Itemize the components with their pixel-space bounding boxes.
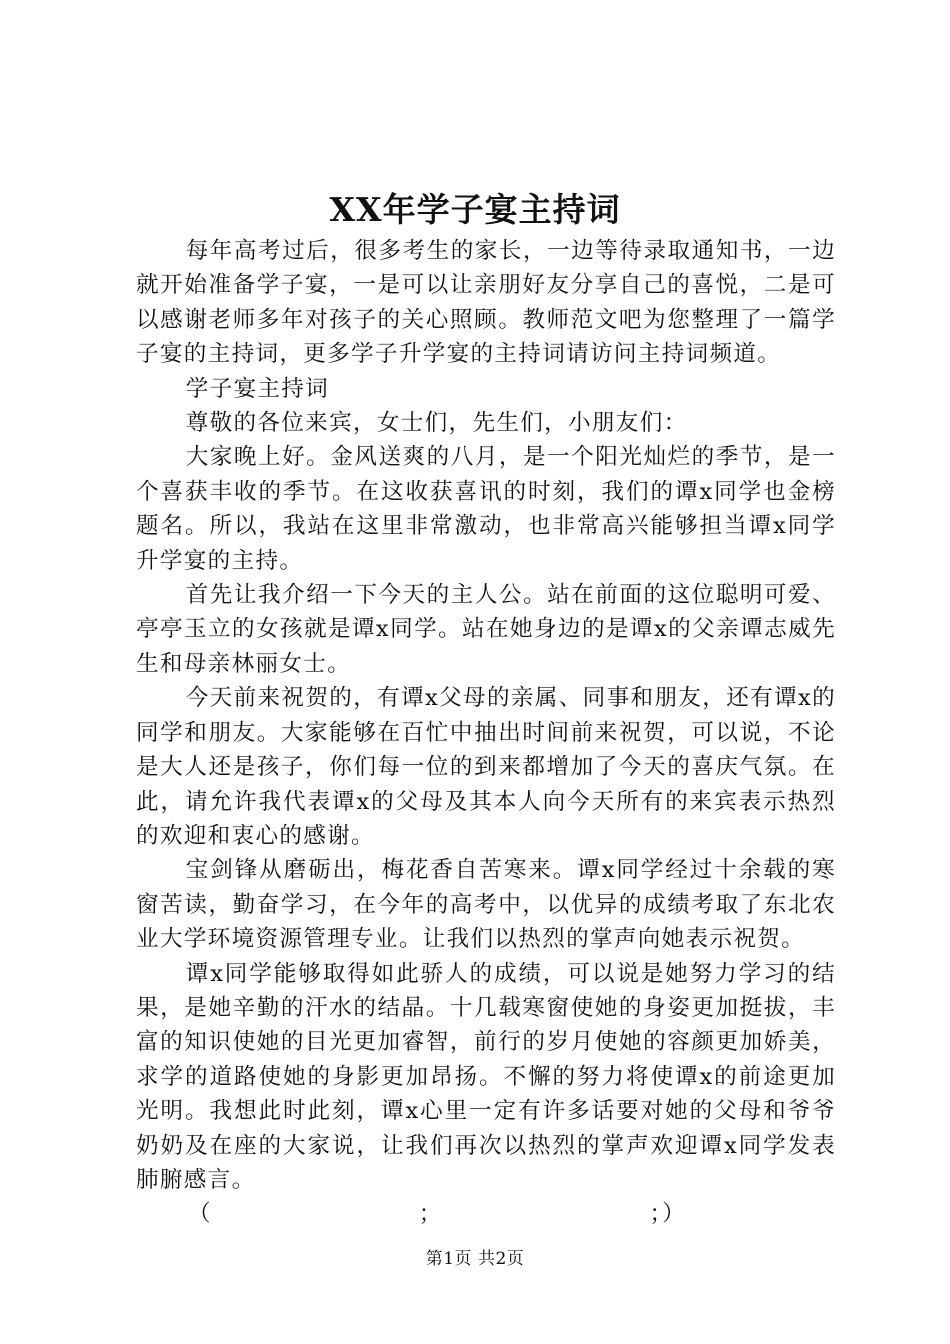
paragraph-achievement: 谭x同学能够取得如此骄人的成绩，可以说是她努力学习的结果，是她辛勤的汗水的结晶。十几载寒窗使她的身姿更加挺拔，丰富的知识使她的目光更加睿智，前行的岁月使她的容颜更加娇美，求学的道路使她的身影更加昂扬。不懈的努力将使谭x的前途更加光明。我想此时此刻，谭x心里一定有许多话要对她的父母和爷爷奶奶及在座的大家说，让我们再次以热烈的掌声欢迎谭x同学发表肺腑感言。 [136,960,836,1193]
document-body [136,234,836,1232]
paragraph-salutation: 尊敬的各位来宾，女士们，先生们，小朋友们： [185,410,688,437]
document-title: XX年学子宴主持词 [329,190,621,229]
paragraph-intro: 每年高考过后，很多考生的家长，一边等待录取通知书，一边就开始准备学子宴，一是可以让亲朋好友分享自己的喜悦，二是可以感谢老师多年对孩子的关心照顾。教师范文吧为您整理了一篇学子宴的主持词，更多学子升学宴的主持词请访问主持词频道。 [136,238,836,368]
blank-open-paren: （ [188,1201,212,1228]
blank-fill-line [136,1197,836,1231]
page-footer: 第1页 共2页 [425,1249,525,1269]
paragraph-greeting: 大家晚上好。金风送爽的八月，是一个阳光灿烂的季节，是一个喜获丰收的季节。在这收获喜讯的时刻，我们的谭x同学也金榜题名。所以，我站在这里非常激动，也非常高兴能够担当谭x同学升学宴的主持。 [136,444,836,574]
paragraph-welcome-guests: 今天前来祝贺的，有谭x父母的亲属、同事和朋友，还有谭x的同学和朋友。大家能够在百忙中抽出时间前来祝贺，可以说，不论是大人还是孩子，你们每一位的到来都增加了今天的喜庆气氛。在此，请允许我代表谭x的父母及其本人向今天所有的来宾表示热烈的欢迎和衷心的感谢。 [136,685,836,849]
paragraph-heading: 学子宴主持词 [185,375,330,402]
blank-semicolon: ； [418,1201,443,1228]
blank-close: ；） [649,1201,686,1228]
paragraph-congratulation: 宝剑锋从磨砺出，梅花香自苦寒来。谭x同学经过十余载的寒窗苦读，勤奋学习，在今年的高考中，以优异的成绩考取了东北农业大学环境资源管理专业。让我们以热烈的掌声向她表示祝贺。 [136,857,836,953]
paragraph-introduce-host: 首先让我介绍一下今天的主人公。站在前面的这位聪明可爱、亭亭玉立的女孩就是谭x同学。站在她身边的是谭x的父亲谭志威先生和母亲林丽女士。 [136,582,836,677]
